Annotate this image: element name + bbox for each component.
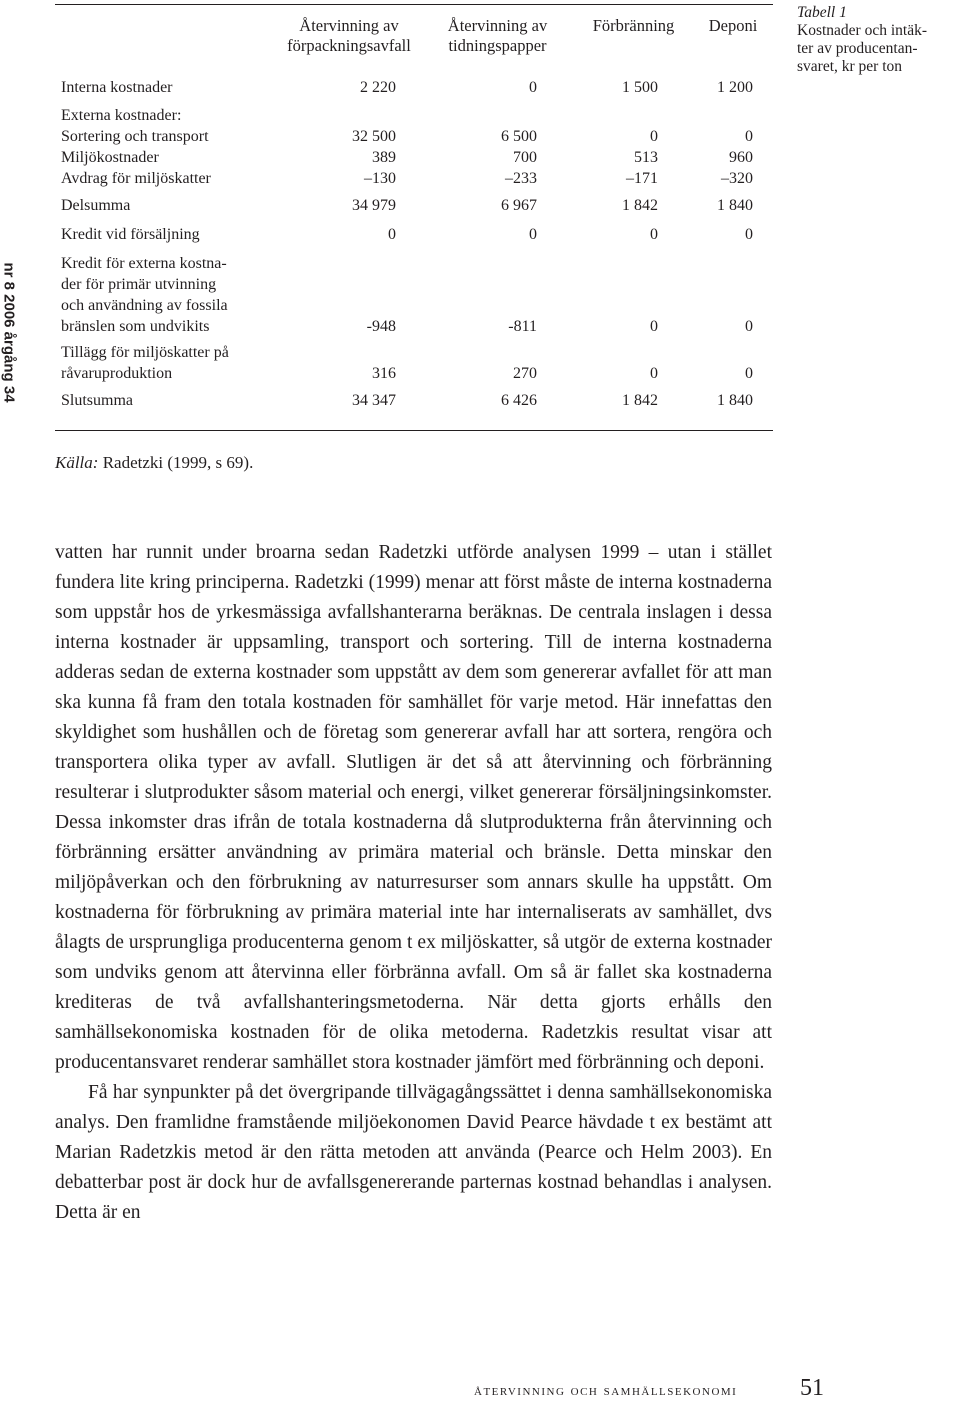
- table-cell: 1 842: [622, 392, 658, 409]
- table-cell: 34 979: [352, 197, 396, 214]
- table-cell: 316: [372, 365, 396, 382]
- paragraph: Få har synpunkter på det övergripande tillvägagångssättet i denna samhällsekonomiska analys. Den framlidne framstående miljöekonomen David Pearce hävdade t ex bestämt att Marian Radetzkis metod är den rätta metoden att använda (Pearce och Helm 2003). En debatterbar post är dock hur de avfallsgenererande parternas kostnad behandlas i analysen. Detta är en: [55, 1082, 772, 1223]
- table-number: Tabell 1: [797, 4, 847, 21]
- row-label: Sortering och transport: [61, 128, 209, 145]
- table-cell: 0: [529, 79, 537, 96]
- table-cell: 0: [745, 226, 753, 243]
- table-cell: 700: [513, 149, 537, 166]
- table-cell: –130: [364, 170, 396, 187]
- table-cell: 0: [388, 226, 396, 243]
- table-cell: 0: [529, 226, 537, 243]
- table-cell: 6 500: [501, 128, 537, 145]
- column-header: Återvinning av tidningspapper: [447, 16, 548, 55]
- caption-line: ter av producentan-: [797, 40, 918, 57]
- table-cell: 32 500: [352, 128, 396, 145]
- column-header: Förbränning: [592, 16, 675, 35]
- table-cell: 960: [729, 149, 753, 166]
- table-cell: 1 840: [717, 392, 753, 409]
- table-cell: 1 842: [622, 197, 658, 214]
- table-cell: –320: [721, 170, 753, 187]
- table-cell: –171: [626, 170, 658, 187]
- table-cell: 0: [650, 318, 658, 335]
- table-cell: 0: [745, 318, 753, 335]
- row-label: Delsumma: [61, 197, 131, 214]
- source-text: Radetzki (1999, s 69).: [98, 453, 254, 472]
- column-header: Deponi: [708, 16, 758, 35]
- source-label: Källa:: [55, 453, 99, 472]
- table-cell: 0: [650, 226, 658, 243]
- row-label: Tillägg för miljöskatter på råvaruproduktion: [61, 344, 229, 382]
- row-label: Kredit vid försäljning: [61, 226, 200, 243]
- table-cell: 0: [650, 128, 658, 145]
- caption-line: svaret, kr per ton: [797, 58, 903, 75]
- table-cell: 389: [372, 149, 396, 166]
- row-label: Miljökostnader: [61, 149, 159, 166]
- table-cell: 6 967: [501, 197, 537, 214]
- table-cell: -811: [508, 318, 537, 335]
- journal-issue-label: nr 8 2006 årgång 34: [0, 261, 18, 403]
- table-cell: 513: [634, 149, 658, 166]
- table-cell: 0: [745, 128, 753, 145]
- table-cell: 0: [745, 365, 753, 382]
- caption-line: Kostnader och intäk-: [797, 22, 927, 39]
- table-cell: –233: [505, 170, 537, 187]
- table-cell: 2 220: [360, 79, 396, 96]
- row-label: Slutsumma: [61, 392, 134, 409]
- table-cell: -948: [366, 318, 396, 335]
- row-label: Externa kostnader:: [61, 107, 182, 124]
- table-cell: 270: [513, 365, 537, 382]
- table-cell: 1 200: [717, 79, 753, 96]
- page-number: 51: [800, 1375, 824, 1401]
- cost-table: [55, 4, 773, 431]
- body-text: [55, 538, 772, 1228]
- table-source: [55, 453, 253, 473]
- row-label: Avdrag för miljöskatter: [61, 170, 211, 187]
- table-caption: [797, 4, 960, 76]
- table-cell: 1 840: [717, 197, 753, 214]
- table-cell: 6 426: [501, 392, 537, 409]
- row-label: Interna kostnader: [61, 79, 173, 96]
- table-cell: 0: [650, 365, 658, 382]
- row-label: Kredit för externa kostna- der för primär utvinning och användning av fossila bränslen som undvikits: [61, 255, 228, 335]
- column-header: Återvinning av förpackningsavfall: [287, 16, 411, 55]
- running-footer: återvinning och samhällsekonomi: [474, 1383, 738, 1399]
- table-cell: 34 347: [352, 392, 396, 409]
- journal-issue-tab: [0, 252, 18, 412]
- table-cell: 1 500: [622, 79, 658, 96]
- paragraph: vatten har runnit under broarna sedan Radetzki utförde analysen 1999 – utan i stället fundera lite kring principerna. Radetzki (1999) menar att först måste de interna kostnaderna som uppstår hos de yrkesmässiga avfallshanterarna beräknas. De centrala inslagen i dessa interna kostnader är uppsamling, transport och sortering. Till de interna kostnaderna adderas sedan de externa kostnader som uppstått av dem som genererar avfallet för att man ska kunna få fram den totala kostnaden för samhället för varje metod. Här innefattas den skyldighet som hushållen och de företag som genererar avfall har att sortera, rengöra och transportera olika typer av avfall. Slutligen är det så att återvinning och förbränning resulterar i slutprodukter såsom material och energi, vilket genererar försäljningsinkomster. Dessa inkomster dras ifrån de totala kostnaderna då slutprodukterna från återvinning och förbränning ersätter användning av primära material och bränsle. Detta minskar den miljöpåverkan och den förbrukning av naturresurser som annars skulle ha uppstått. Om kostnaderna för förbrukning av primära material inte har internaliserats av samhället, dvs ålagts de ursprungliga producenterna genom t ex miljöskatter, så utgör de externa kostnader som undviks genom att återvinna eller förbränna avfall. Om så är fallet ska kostnaderna krediteras de två avfallshanteringsmetoderna. När detta gjorts erhålls den samhällsekonomiska kostnaden för de olika metoderna. Radetzkis resultat visar att producentansvaret renderar samhället stora kostnader jämfört med förbränning och deponi.: [55, 542, 772, 1073]
